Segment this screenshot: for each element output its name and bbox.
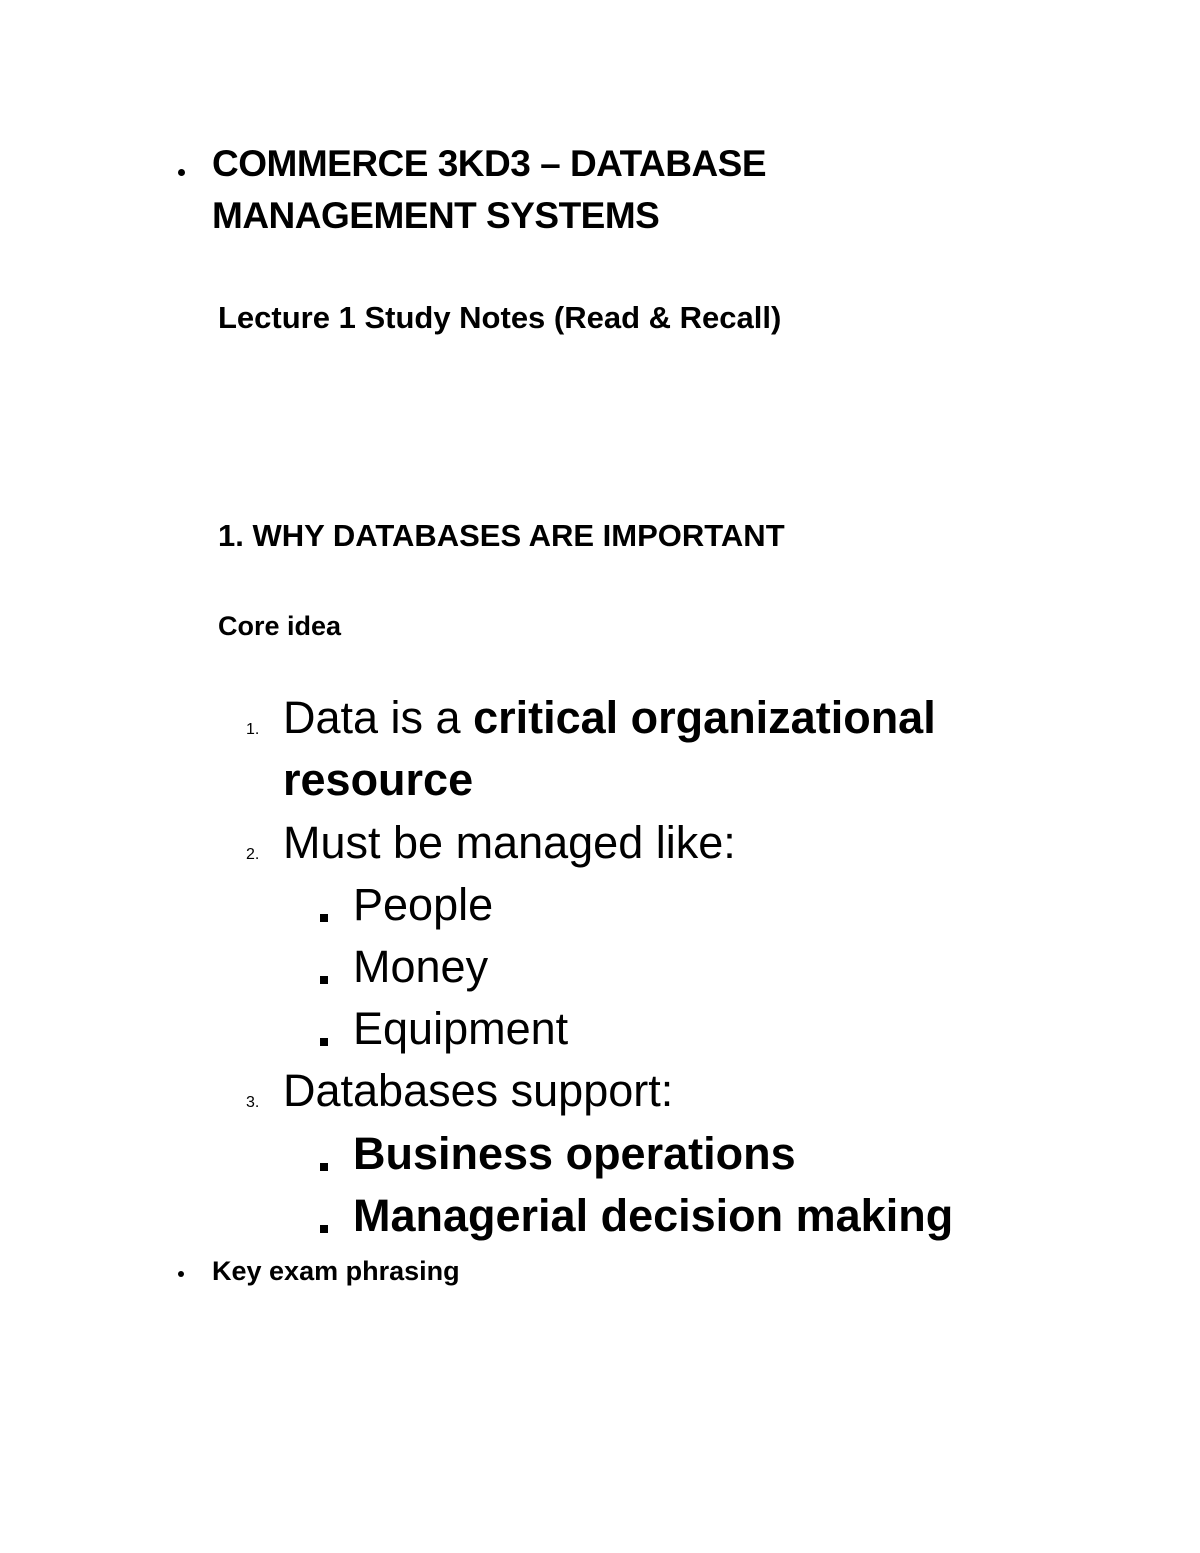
document-title-line1: COMMERCE 3KD3 – DATABASE <box>212 143 767 184</box>
list-item-1-line1 <box>283 688 936 748</box>
bullet-icon <box>178 169 185 176</box>
bullet-icon <box>178 1271 184 1277</box>
square-bullet-icon <box>320 1038 328 1046</box>
subheading-core-idea: Core idea <box>218 611 342 641</box>
list-number: 2. <box>246 846 260 863</box>
square-bullet-icon <box>320 1163 328 1171</box>
list-item-1-bold: critical organizational <box>473 692 936 743</box>
list-number: 3. <box>246 1094 260 1111</box>
list-item-1-plain: Data is a <box>283 692 474 743</box>
sub-item-people: People <box>353 879 494 930</box>
list-number: 1. <box>246 721 260 738</box>
sub-item-managerial-decision-making: Managerial decision making <box>353 1190 954 1241</box>
list-item-1-line2: resource <box>283 754 474 805</box>
key-exam-phrasing: Key exam phrasing <box>212 1256 460 1286</box>
sub-item-equipment: Equipment <box>353 1003 569 1054</box>
square-bullet-icon <box>320 1225 328 1233</box>
lecture-subtitle: Lecture 1 Study Notes (Read & Recall) <box>218 300 782 335</box>
sub-item-business-operations: Business operations <box>353 1128 796 1179</box>
document-title-line2: MANAGEMENT SYSTEMS <box>212 195 660 236</box>
section-heading: 1. WHY DATABASES ARE IMPORTANT <box>218 518 785 553</box>
sub-item-money: Money <box>353 941 489 992</box>
square-bullet-icon <box>320 976 328 984</box>
square-bullet-icon <box>320 914 328 922</box>
list-item-2: Must be managed like: <box>283 817 736 868</box>
list-item-3: Databases support: <box>283 1065 674 1116</box>
